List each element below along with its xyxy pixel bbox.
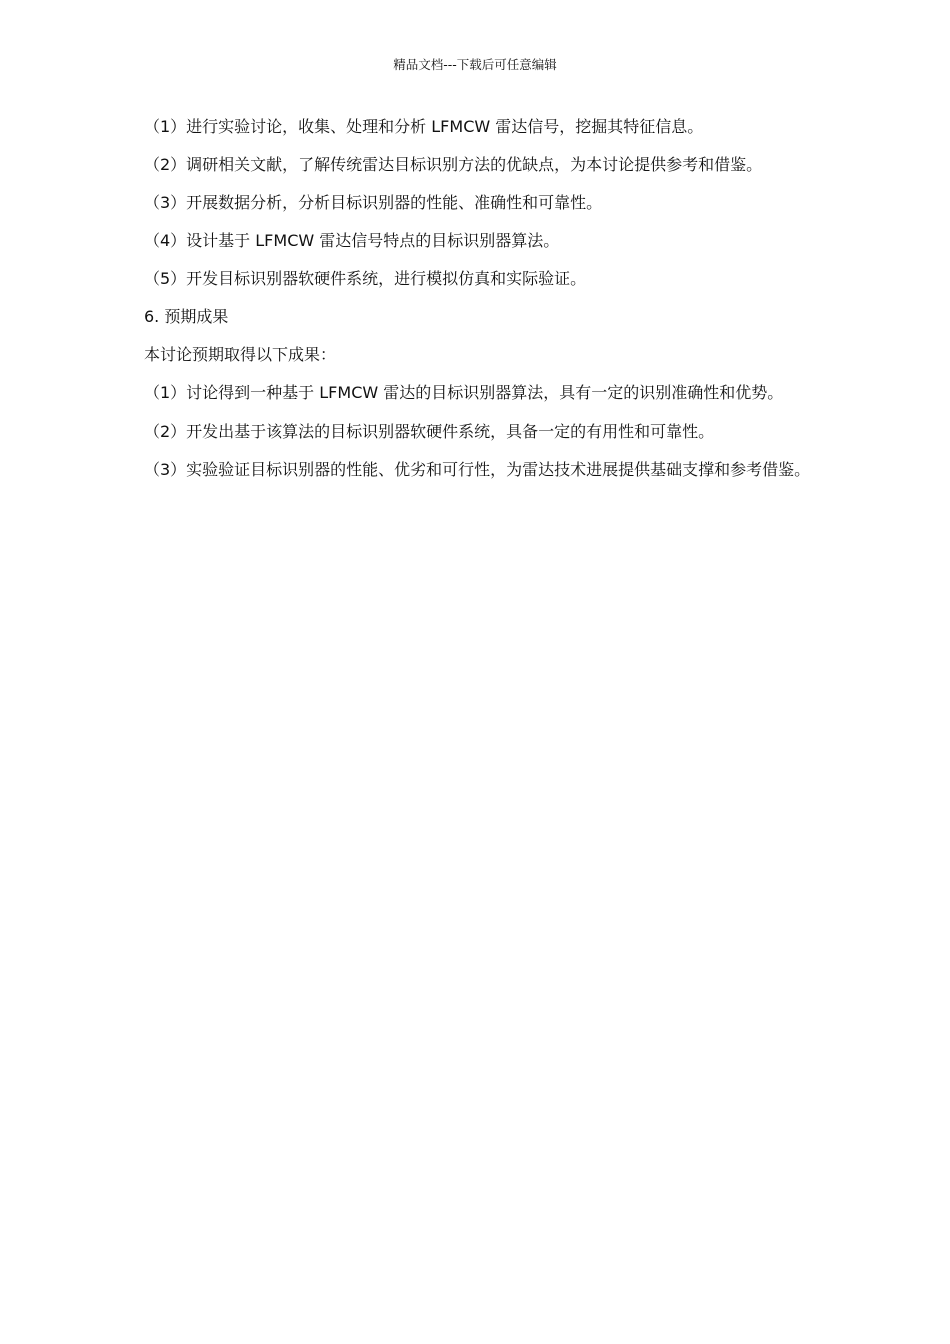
task-item-5: （5）开发目标识别器软硬件系统，进行模拟仿真和实际验证。 (144, 269, 587, 288)
section-intro: 本讨论预期取得以下成果： (144, 345, 337, 364)
result-item-2: （2）开发出基于该算法的目标识别器软硬件系统，具备一定的有用性和可靠性。 (144, 422, 715, 441)
task-item-2: （2）调研相关文献，了解传统雷达目标识别方法的优缺点，为本讨论提供参考和借鉴。 (144, 155, 763, 174)
page-header: 精品文档---下载后可任意编辑 (393, 57, 557, 72)
section-heading-expected-results: 6. 预期成果 (144, 307, 229, 326)
task-item-3: （3）开展数据分析，分析目标识别器的性能、准确性和可靠性。 (144, 193, 603, 212)
document-body (144, 115, 820, 496)
task-item-1: （1）进行实验讨论，收集、处理和分析 LFMCW 雷达信号，挖掘其特征信息。 (144, 117, 704, 136)
task-item-4: （4）设计基于 LFMCW 雷达信号特点的目标识别器算法。 (144, 231, 560, 250)
result-item-1: （1）讨论得到一种基于 LFMCW 雷达的目标识别器算法，具有一定的识别准确性和优势。 (144, 383, 784, 402)
result-item-3: （3）实验验证目标识别器的性能、优劣和可行性，为雷达技术进展提供基础支撑和参考借鉴。 (144, 460, 811, 479)
